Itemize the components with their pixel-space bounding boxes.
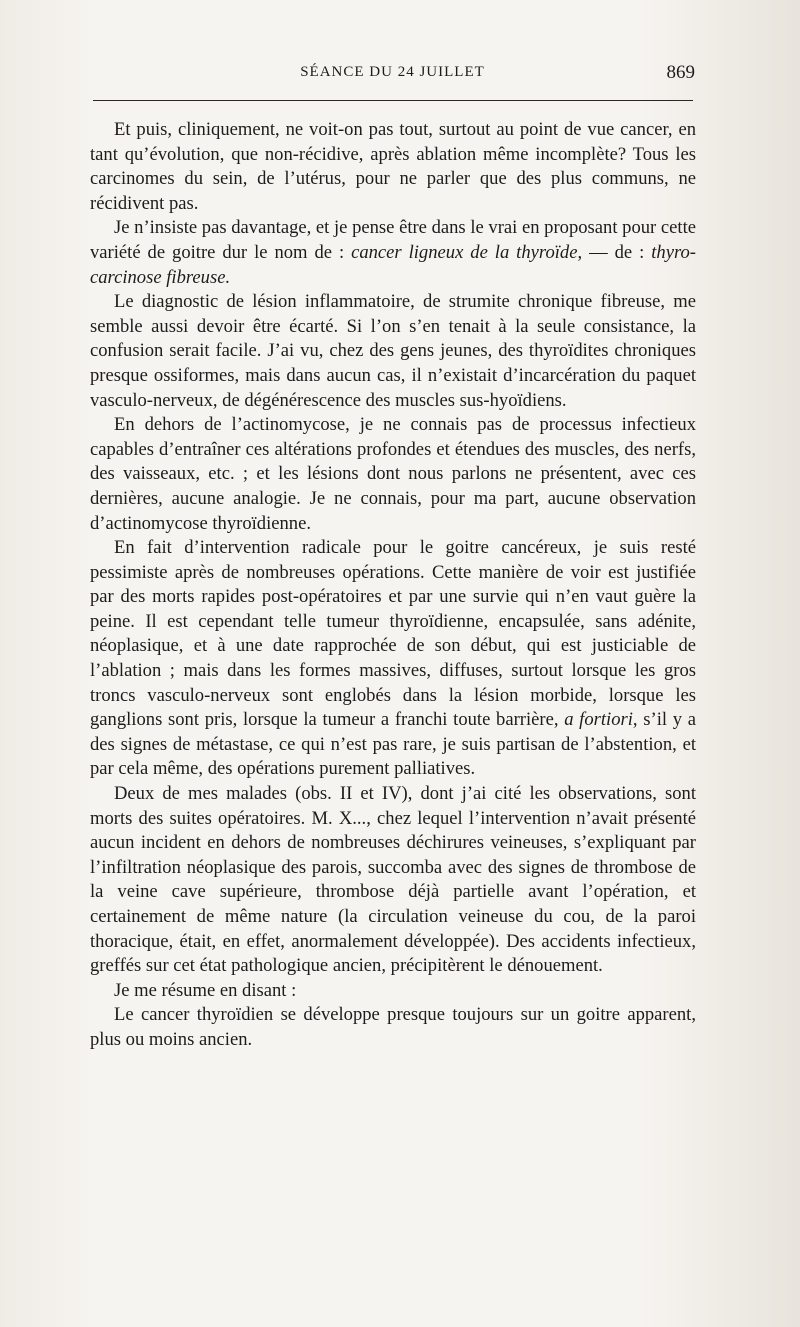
paragraph (90, 413, 696, 536)
paragraph-text: Le diagnostic de lésion inflammatoire, de strumite chronique fibreuse, me semble aussi devoir être écarté. Si l’on s’en tenait à la seule consistance, la confusion serait facile. J’ai vu, chez des gens jeunes, des thyroïdites chroniques presque ossiformes, mais dans aucun cas, il n’existait d’incarcération du paquet vasculo-nerveux, de dégénérescence des muscles sus-hyoïdiens. (90, 291, 696, 411)
paragraph (90, 782, 696, 979)
italic-text: a fortiori (564, 709, 633, 731)
paragraph-text: Je me résume en disant : (114, 979, 297, 1001)
italic-text: cancer ligneux de la thyroïde (351, 241, 578, 263)
paragraph (90, 1003, 696, 1052)
paragraph-text: , — de : (577, 241, 652, 263)
paragraph-text: En fait d’intervention radicale pour le goitre cancéreux, je suis resté pessimiste après de nombreuses opérations. Cette manière de voir est justifiée par des morts rapides post-opératoires et par une survie qui n’en vaut guère la peine. Il est cependant telle tumeur thyroïdienne, encapsulée, sans adénite, néoplasique, et à une date rapprochée de son début, qui est justiciable de l’ablation ; mais dans les formes massives, diffuses, surtout lorsque les gros troncs vasculo-nerveux sont englobés dans la lésion morbide, lorsque les ganglions sont pris, lorsque la tumeur a franchi toute barrière, (90, 537, 696, 731)
paragraph-text: , s’il y a des signes de métastase, ce qui n’est pas rare, je suis partisan de l’abstention, et par cela même, des opérations purement palliatives. (90, 709, 696, 780)
paragraph-text: Deux de mes malades (obs. II et IV), dont j’ai cité les observations, sont morts des suites opératoires. M. X..., chez lequel l’intervention n’avait présenté aucun incident en dehors de nombreuses déchirures veineuses, s’expliquant par l’infiltration néoplasique des parois, succomba avec des signes de thrombose de la veine cave supérieure, thrombose déjà partielle avant l’opération, et certainement de même nature (la circulation veineuse du cou, de la paroi thoracique, était, en effet, anormalement développée). Des accidents infectieux, greffés sur cet état pathologique ancien, précipitèrent le dénouement. (90, 783, 696, 977)
paragraph-text: Et puis, cliniquement, ne voit-on pas tout, surtout au point de vue cancer, en tant qu’évolution, que non-récidive, après ablation même incomplète? Tous les carcinomes du sein, de l’utérus, pour ne parler que des plus communs, ne récidivent pas. (90, 119, 696, 214)
paragraph (90, 536, 696, 782)
paragraph-text: Je n’insiste pas davantage, et je pense être dans le vrai en proposant pour cette variété de goitre dur le nom de : (90, 217, 696, 263)
paragraph (90, 118, 696, 216)
body-text (90, 118, 696, 1053)
header-rule (93, 100, 693, 101)
paragraph (90, 290, 696, 413)
paragraph (90, 979, 696, 1004)
paragraph-text: Le cancer thyroïdien se développe presque toujours sur un goitre apparent, plus ou moins ancien. (90, 1004, 696, 1050)
page-number: 869 (666, 62, 695, 83)
paragraph-text: En dehors de l’actinomycose, je ne connais pas de processus infectieux capables d’entraîner ces altérations profondes et étendues des muscles, des nerfs, des vaisseaux, etc. ; et les lésions dont nous parlons ne présentent, avec ces dernières, aucune analogie. Je ne connais, pour ma part, aucune observation d’actinomycose thyroïdienne. (90, 414, 696, 534)
running-head (90, 62, 695, 86)
italic-text: thyro-carcinose fibreuse. (90, 241, 696, 288)
paragraph (90, 216, 696, 290)
running-head-title: SÉANCE DU 24 JUILLET (300, 64, 485, 80)
